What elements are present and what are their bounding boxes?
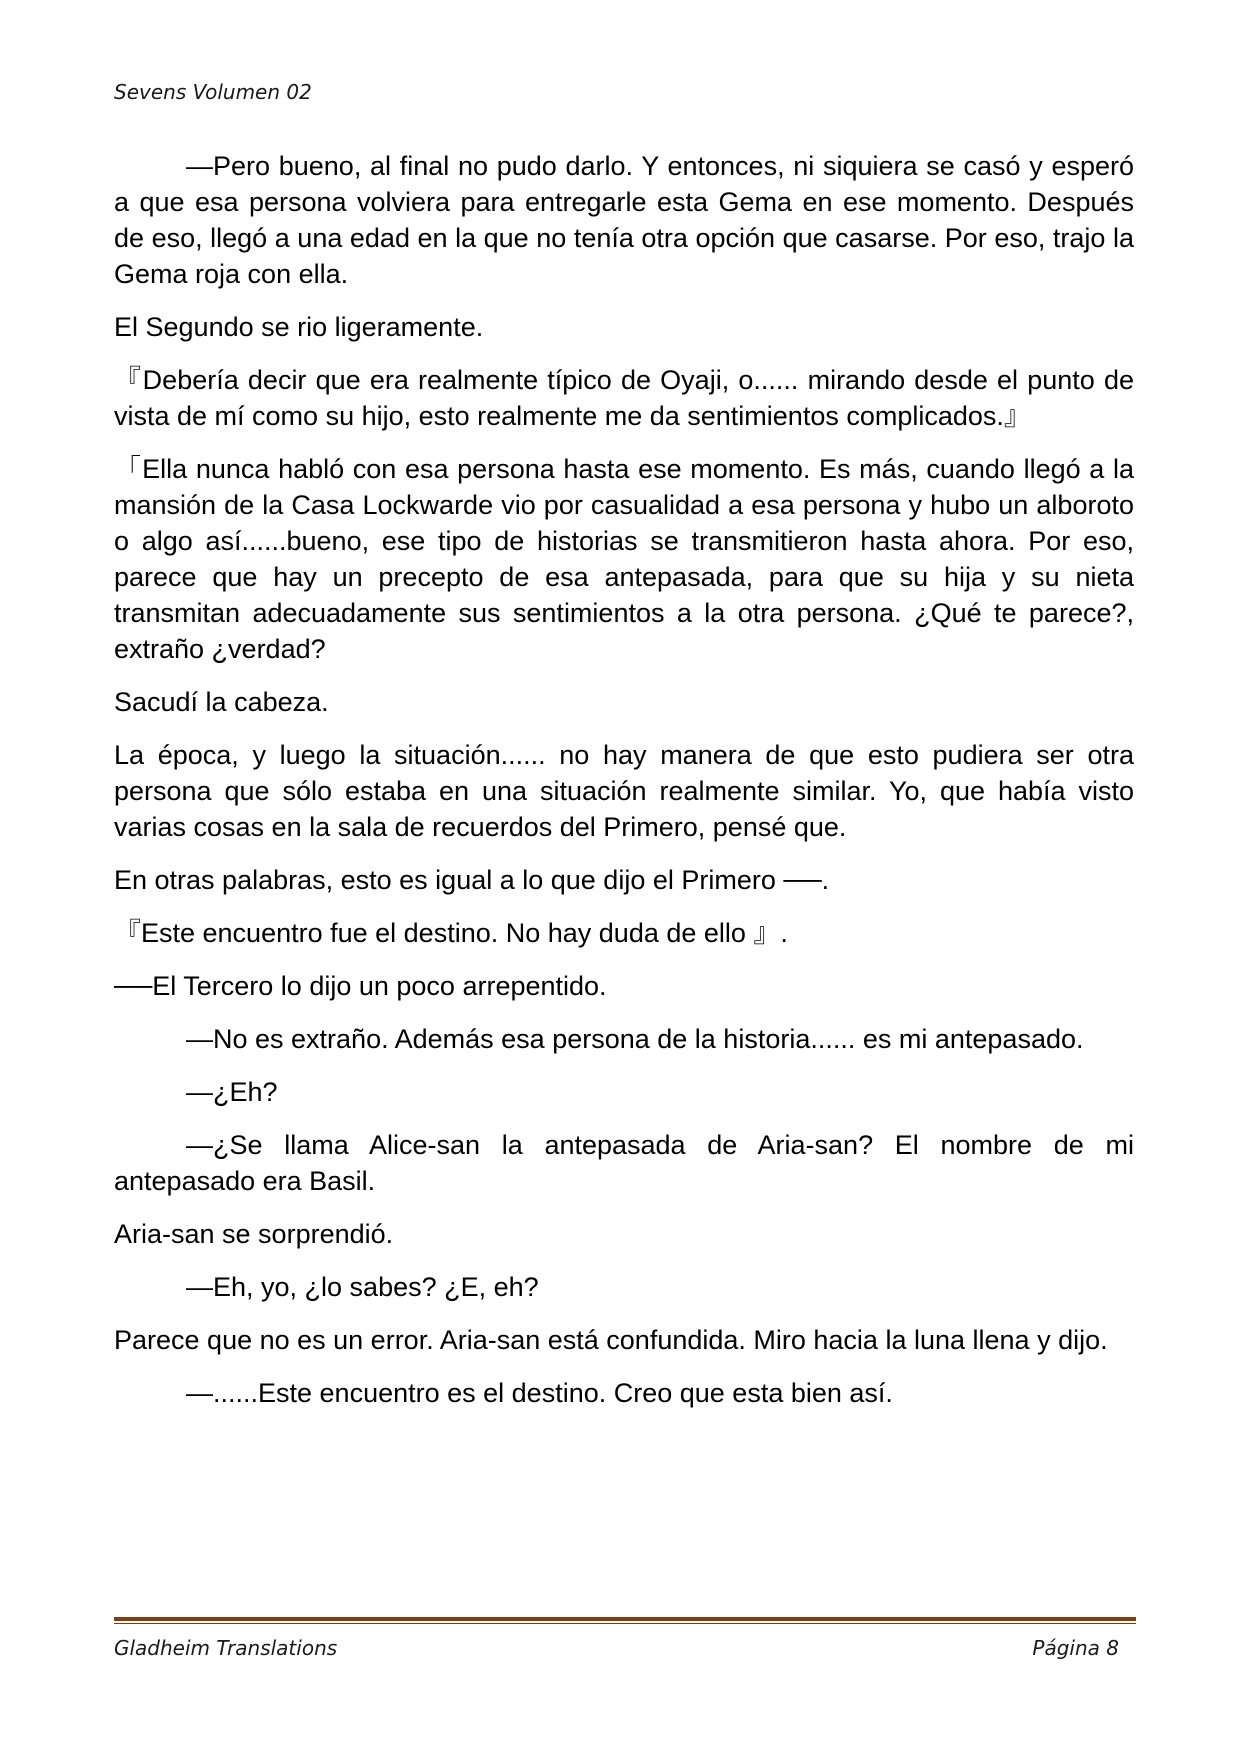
paragraph: —Pero bueno, al final no pudo darlo. Y entonces, ni siquiera se casó y esperó a que esa persona volviera para entregarle esta Gema en ese momento. Después de eso, llegó a una edad en la que no tenía otra opción que casarse. Por eso, trajo la Gema roja con ella.	[114, 151, 1134, 289]
paragraph: 『Este encuentro fue el destino. No hay duda de ello 』.	[114, 918, 788, 948]
paragraph: La época, y luego la situación...... no hay manera de que esto pudiera ser otra persona que sólo estaba en una situación realmente similar. Yo, que había visto varias cosas en la sala de recuerdos del Primero, pensé que.	[114, 740, 1134, 842]
paragraph: —No es extraño. Además esa persona de la historia...... es mi antepasado.	[186, 1024, 1084, 1054]
paragraph: Aria-san se sorprendió.	[114, 1219, 394, 1249]
paragraph: 『Debería decir que era realmente típico de Oyaji, o...... mirando desde el punto de vista de mí como su hijo, esto realmente me da sentimientos complicados.』	[114, 365, 1134, 431]
footer-divider-thin	[114, 1623, 1136, 1624]
paragraph: —¿Se llama Alice-san la antepasada de Aria-san? El nombre de mi antepasado era Basil.	[114, 1130, 1134, 1196]
paragraph: —¿Eh?	[186, 1077, 278, 1107]
paragraph: Sacudí la cabeza.	[114, 687, 329, 717]
paragraph: Parece que no es un error. Aria-san está confundida. Miro hacia la luna llena y dijo.	[114, 1325, 1108, 1355]
paragraph: ──El Tercero lo dijo un poco arrepentido.	[114, 971, 607, 1001]
page-number: Página 8	[1032, 1636, 1119, 1660]
paragraph: 「Ella nunca habló con esa persona hasta ese momento. Es más, cuando llegó a la mansión de la Casa Lockwarde vio por casualidad a esa persona y hubo un alboroto o algo así......bueno, ese tipo de historias se transmitieron hasta ahora. Por eso, parece que hay un precepto de esa antepasada, para que su hija y su nieta transmitan adecuadamente sus sentimientos a la otra persona. ¿Qué te parece?, extraño ¿verdad?	[114, 454, 1134, 664]
running-header: Sevens Volumen 02	[114, 80, 312, 104]
footer-credit: Gladheim Translations	[114, 1636, 338, 1660]
paragraph: En otras palabras, esto es igual a lo que dijo el Primero ──.	[114, 865, 830, 895]
paragraph: El Segundo se rio ligeramente.	[114, 312, 484, 342]
footer-divider-thick	[114, 1617, 1136, 1621]
page-body	[114, 148, 1134, 1428]
paragraph: —Eh, yo, ¿lo sabes? ¿E, eh?	[186, 1272, 539, 1302]
paragraph: —......Este encuentro es el destino. Creo que esta bien así.	[186, 1378, 893, 1408]
